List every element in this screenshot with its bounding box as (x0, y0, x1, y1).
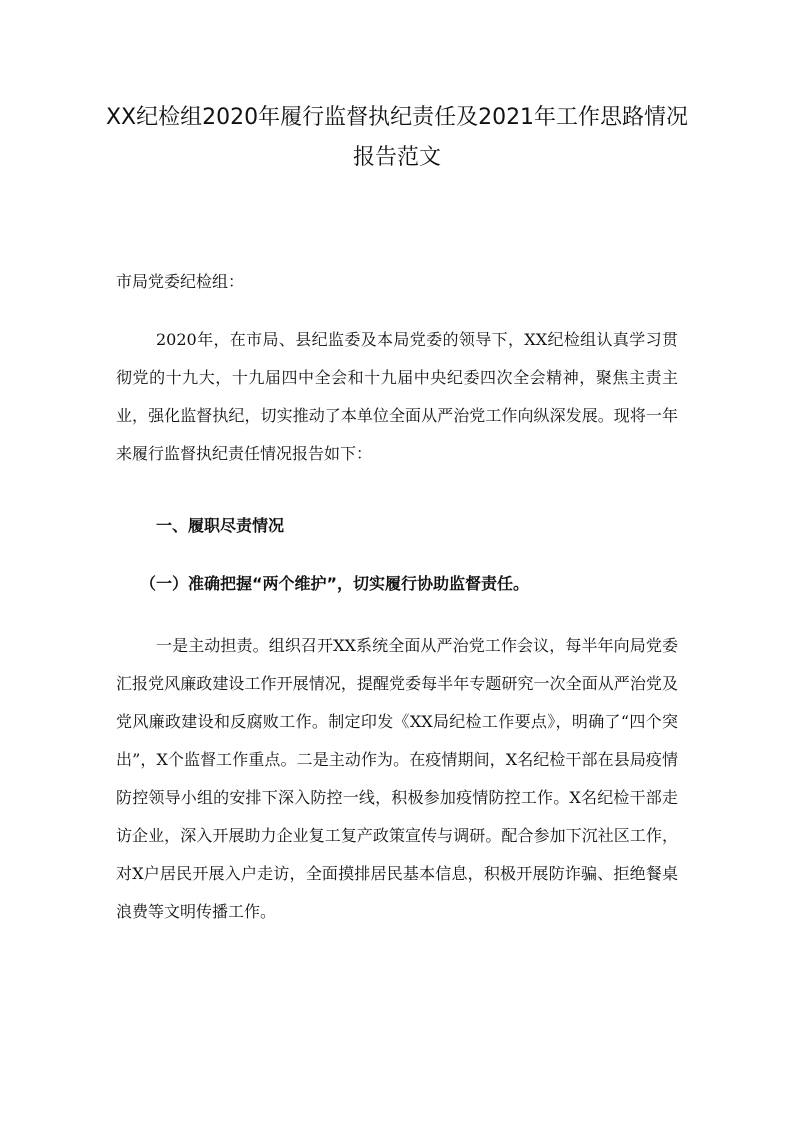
subsection-heading: （一）准确把握“两个维护”，切实履行协助监督责任。 (140, 574, 530, 593)
document-title: XX纪检组2020年履行监督执纪责任及2021年工作思路情况报告范文 (105, 105, 689, 170)
intro-paragraph: 2020年，在市局、县纪监委及本局党委的领导下，XX纪检组认真学习贯彻党的十九大，十九届四中全会和十九届中央纪委四次全会精神，聚焦主责主业，强化监督执纪，切实推动了本单位全面从严治党工作向纵深发展。现将一年来履行监督执纪责任情况报告如下： (116, 330, 678, 463)
salutation: 市局党委纪检组： (116, 272, 245, 291)
body-paragraph: 一是主动担责。组织召开XX系统全面从严治党工作会议，每半年向局党委汇报党风廉政建设工作开展情况，提醒党委每半年专题研究一次全面从严治党及党风廉政建设和反腐败工作。制定印发《XX局纪检工作要点》，明确了“四个突出”，X个监督工作重点。二是主动作为。在疫情期间，X名纪检干部在县局疫情防控领导小组的安排下深入防控一线，积极参加疫情防控工作。X名纪检干部走访企业，深入开展助力企业复工复产政策宣传与调研。配合参加下沉社区工作，对X户居民开展入户走访，全面摸排居民基本信息，积极开展防诈骗、拒绝餐桌浪费等文明传播工作。 (116, 636, 678, 921)
section-heading: 一、履职尽责情况 (156, 516, 285, 535)
